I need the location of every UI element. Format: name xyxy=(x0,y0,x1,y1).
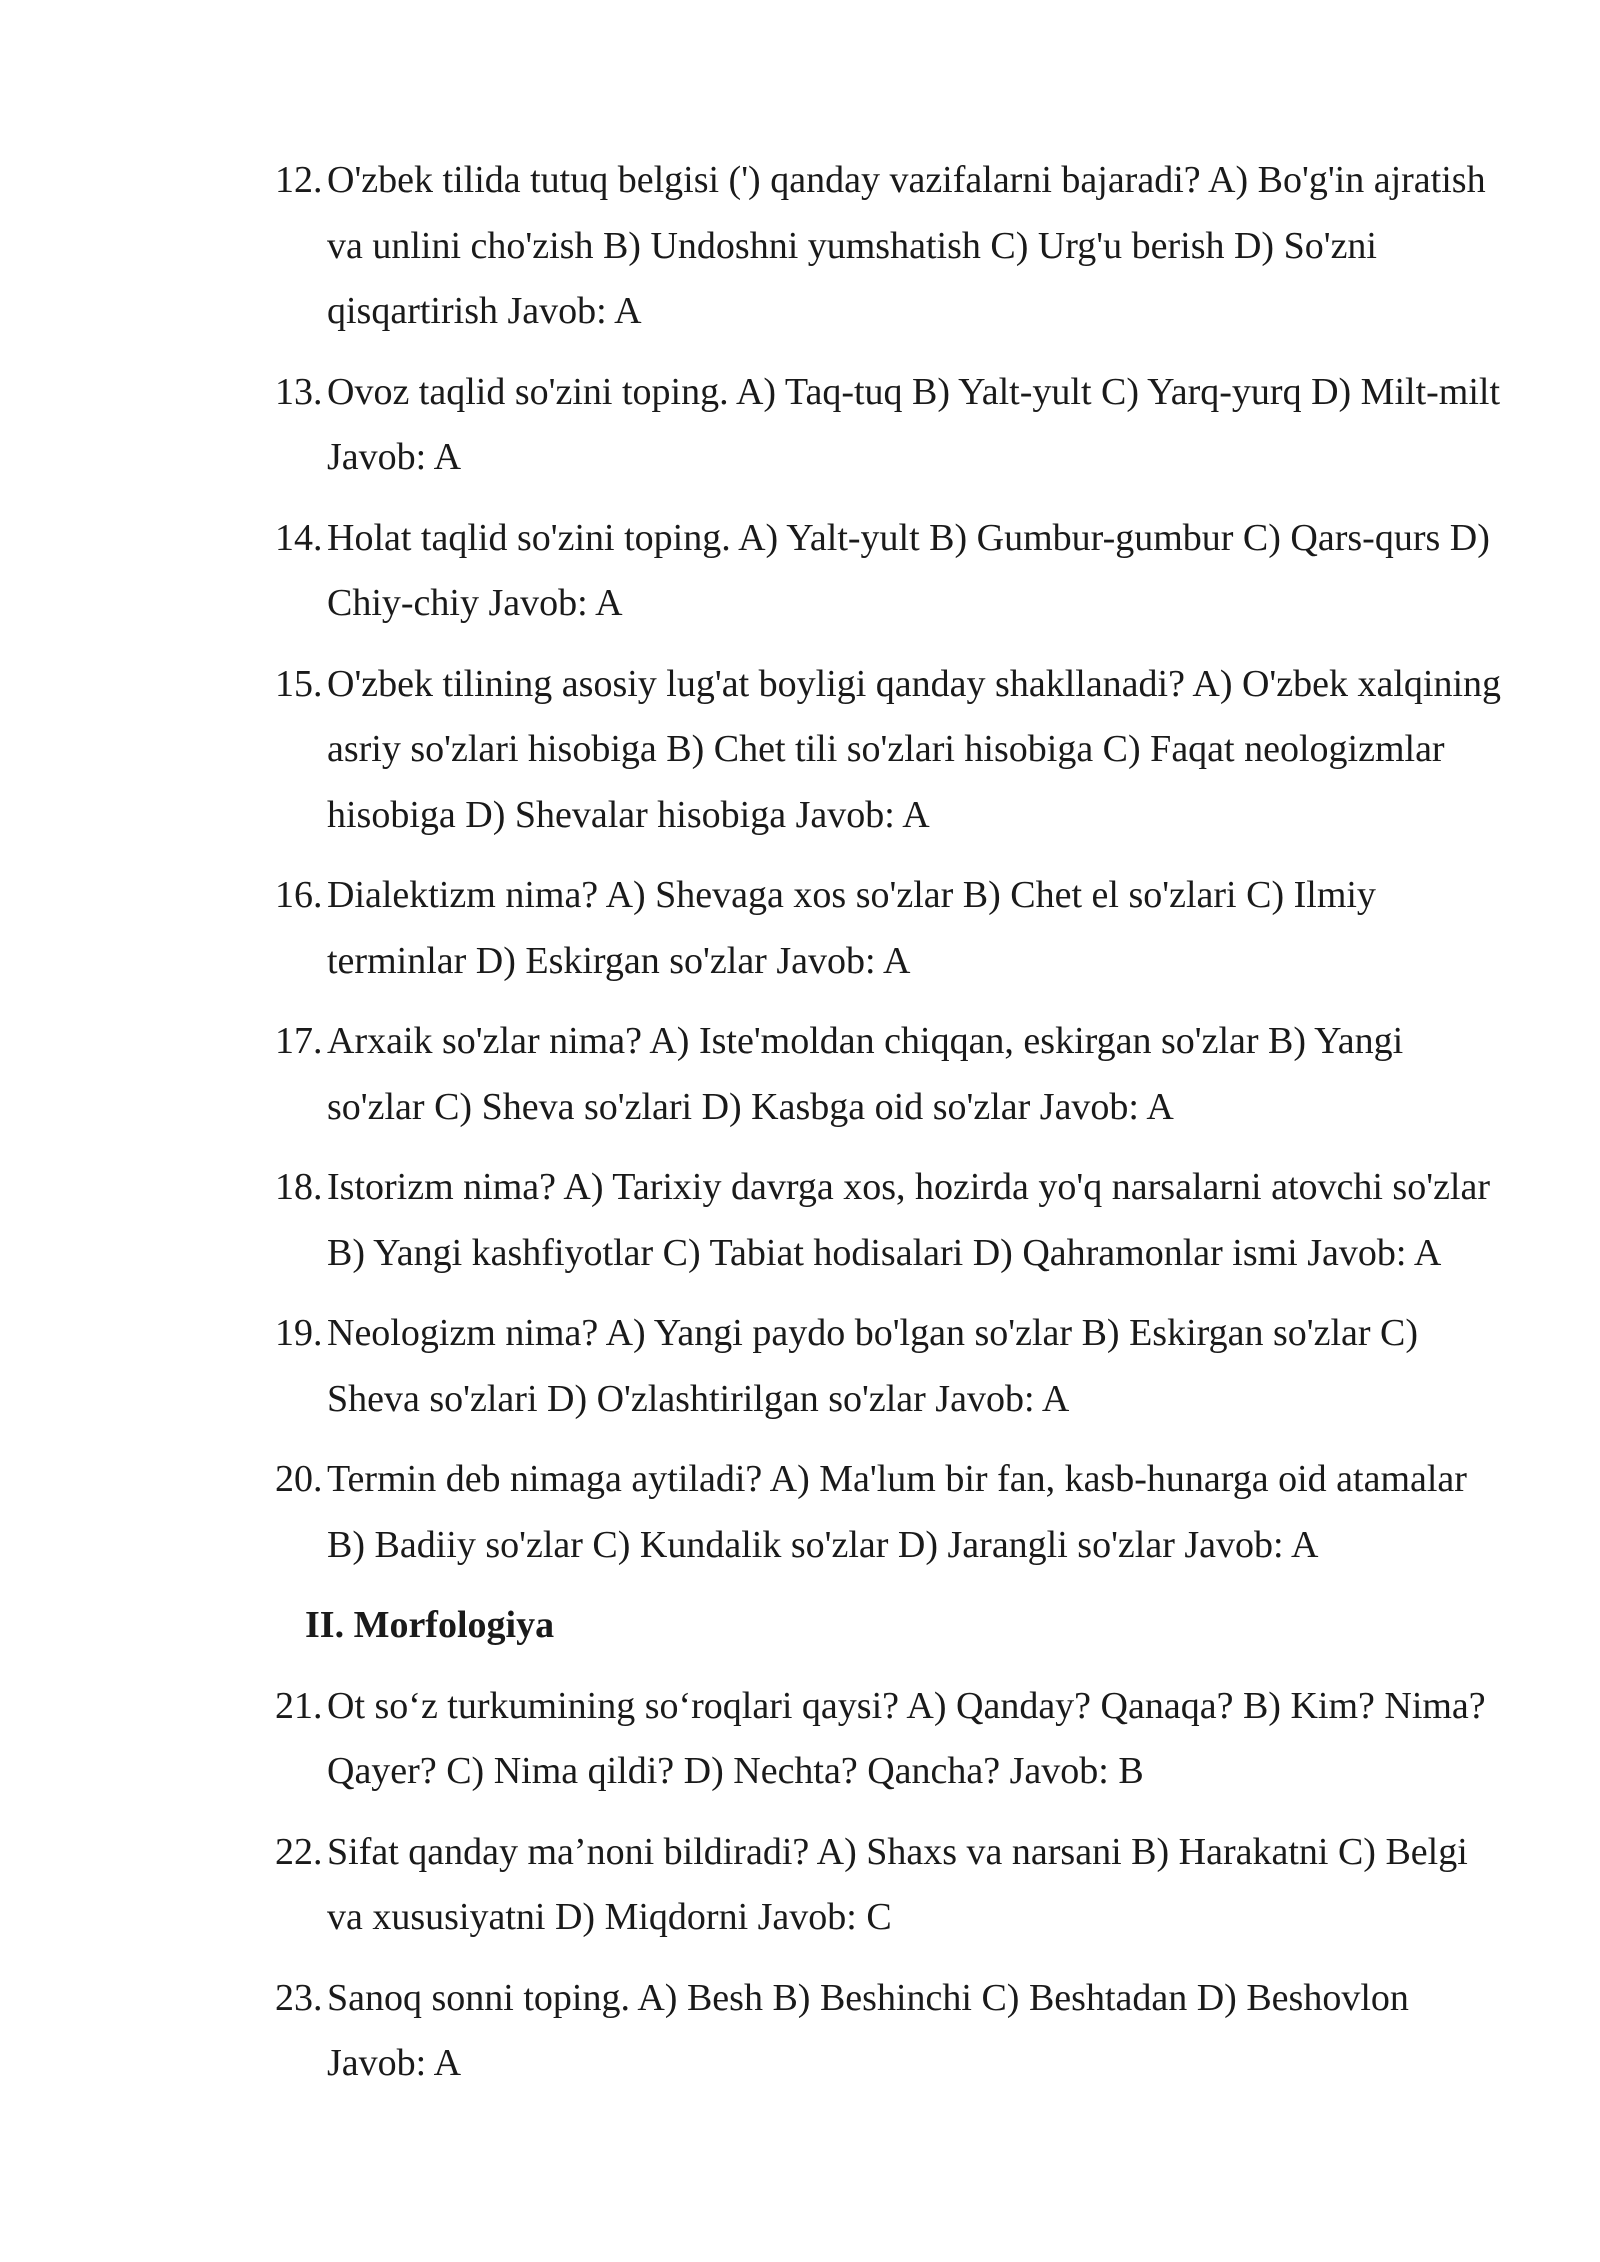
question-text: Ot so‘z turkumining so‘roqlari qaysi? A) Qanday? Qanaqa? B) Kim? Nima? Qayer? C) Nima qildi? D) Nechta? Qancha? Javob: B xyxy=(327,1684,1486,1792)
question-item xyxy=(275,863,1505,994)
question-text: O'zbek tilining asosiy lug'at boyligi qanday shakllanadi? A) O'zbek xalqining asriy so'zlari hisobiga B) Chet tili so'zlari hisobiga C) Faqat neologizmlar hisobiga D) Shevalar hisobiga Javob: A xyxy=(327,662,1502,836)
question-number: 13. xyxy=(275,370,323,413)
question-number: 17. xyxy=(275,1020,323,1062)
question-item xyxy=(275,1820,1505,1951)
question-item xyxy=(275,148,1505,345)
question-number: 20. xyxy=(275,1458,323,1500)
question-text: Sanoq sonni toping. A) Besh B) Beshinchi C) Beshtadan D) Beshovlon Javob: A xyxy=(327,1976,1409,2084)
question-item xyxy=(275,1301,1505,1432)
question-item xyxy=(275,1674,1505,1805)
question-item xyxy=(275,1966,1505,2097)
question-text: Neologizm nima? A) Yangi paydo bo'lgan so'zlar B) Eskirgan so'zlar C) Sheva so'zlari D) O'zlashtirilgan so'zlar Javob: A xyxy=(327,1312,1419,1420)
question-text: Sifat qanday ma’noni bildiradi? A) Shaxs va narsani B) Harakatni C) Belgi va xususiyatni D) Miqdorni Javob: C xyxy=(327,1830,1468,1938)
question-text: Ovoz taqlid so'zini toping. A) Taq-tuq B) Yalt-yult C) Yarq-yurq D) Milt-milt Javob: A xyxy=(327,370,1501,478)
question-item xyxy=(275,1009,1505,1140)
question-text: Termin deb nimaga aytiladi? A) Ma'lum bir fan, kasb-hunarga oid atamalar B) Badiiy so'zlar C) Kundalik so'zlar D) Jarangli so'zlar Javob: A xyxy=(327,1458,1467,1566)
section-heading: II. Morfologiya xyxy=(305,1604,555,1646)
question-item xyxy=(275,360,1505,491)
document-content xyxy=(275,148,1505,2112)
question-number: 16. xyxy=(275,874,323,916)
question-number: 14. xyxy=(275,516,323,559)
question-text: Dialektizm nima? A) Shevaga xos so'zlar B) Chet el so'zlari C) Ilmiy terminlar D) Eskirgan so'zlar Javob: A xyxy=(327,874,1376,982)
question-item xyxy=(275,1447,1505,1578)
question-number: 18. xyxy=(275,1166,323,1208)
question-text: Arxaik so'zlar nima? A) Iste'moldan chiqqan, eskirgan so'zlar B) Yangi so'zlar C) Sheva so'zlari D) Kasbga oid so'zlar Javob: A xyxy=(327,1020,1404,1128)
question-item xyxy=(275,506,1505,637)
question-number: 19. xyxy=(275,1312,323,1354)
question-number: 23. xyxy=(275,1976,323,2019)
question-text: Istorizm nima? A) Tarixiy davrga xos, hozirda yo'q narsalarni atovchi so'zlar B) Yangi kashfiyotlar C) Tabiat hodisalari D) Qahramonlar ismi Javob: A xyxy=(327,1166,1491,1274)
question-text: Holat taqlid so'zini toping. A) Yalt-yult B) Gumbur-gumbur C) Qars-qurs D) Chiy-chiy Javob: A xyxy=(327,516,1490,624)
question-item xyxy=(275,652,1505,849)
question-item xyxy=(275,1155,1505,1286)
question-number: 12. xyxy=(275,159,323,201)
question-number: 22. xyxy=(275,1830,323,1873)
question-number: 15. xyxy=(275,662,323,705)
question-text: O'zbek tilida tutuq belgisi (') qanday vazifalarni bajaradi? A) Bo'g'in ajratish va unlini cho'zish B) Undoshni yumshatish C) Urg'u berish D) So'zni qisqartirish Javob: A xyxy=(327,159,1486,332)
question-number: 21. xyxy=(275,1684,323,1727)
